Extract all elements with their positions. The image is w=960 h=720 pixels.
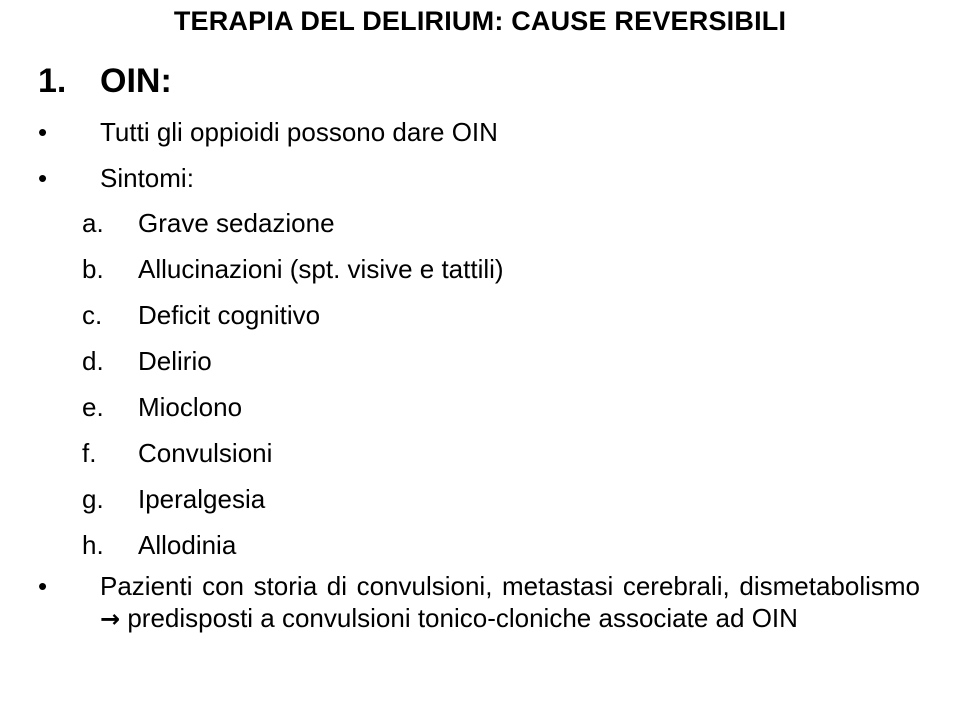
list-item <box>82 525 504 571</box>
arrow-right-icon: → <box>100 605 121 633</box>
slide-title: TERAPIA DEL DELIRIUM: CAUSE REVERSIBILI <box>173 6 787 36</box>
bullet-icon: • <box>38 571 48 601</box>
bullet-text-after: predisposti a convulsioni tonico-cloniche associate ad OIN <box>120 603 798 633</box>
list-text: Mioclono <box>138 392 243 422</box>
bullet-icon: • <box>38 117 48 147</box>
symptom-list <box>82 203 504 571</box>
list-item <box>82 249 504 295</box>
list-text: Deficit cognitivo <box>138 300 321 330</box>
list-text: Allodinia <box>138 530 237 560</box>
list-text: Delirio <box>138 346 212 376</box>
list-letter: e. <box>82 392 104 422</box>
list-letter: c. <box>82 300 103 330</box>
section-heading-text: OIN: <box>100 62 172 100</box>
bullet-text <box>100 570 920 635</box>
list-text: Grave sedazione <box>138 208 335 238</box>
section-number: 1. <box>38 62 67 100</box>
list-text: Iperalgesia <box>138 484 266 514</box>
bullet-text-before: Pazienti con storia di convulsioni, metastasi cerebrali, dismetabolismo <box>100 571 920 601</box>
bullet-item <box>38 117 498 148</box>
list-item <box>82 433 504 479</box>
list-letter: g. <box>82 484 104 514</box>
list-item <box>82 387 504 433</box>
bullet-text: Sintomi: <box>100 163 194 193</box>
list-letter: f. <box>82 438 97 468</box>
list-letter: d. <box>82 346 104 376</box>
bullet-item <box>38 163 194 194</box>
list-text: Allucinazioni (spt. visive e tattili) <box>138 254 504 284</box>
list-item <box>82 479 504 525</box>
list-letter: b. <box>82 254 104 284</box>
bullet-icon: • <box>38 163 48 193</box>
list-letter: h. <box>82 530 104 560</box>
list-item <box>82 295 504 341</box>
section-heading <box>38 62 172 101</box>
list-item <box>82 341 504 387</box>
list-item <box>82 203 504 249</box>
bullet-text: Tutti gli oppioidi possono dare OIN <box>100 117 498 147</box>
list-text: Convulsioni <box>138 438 273 468</box>
list-letter: a. <box>82 208 104 238</box>
